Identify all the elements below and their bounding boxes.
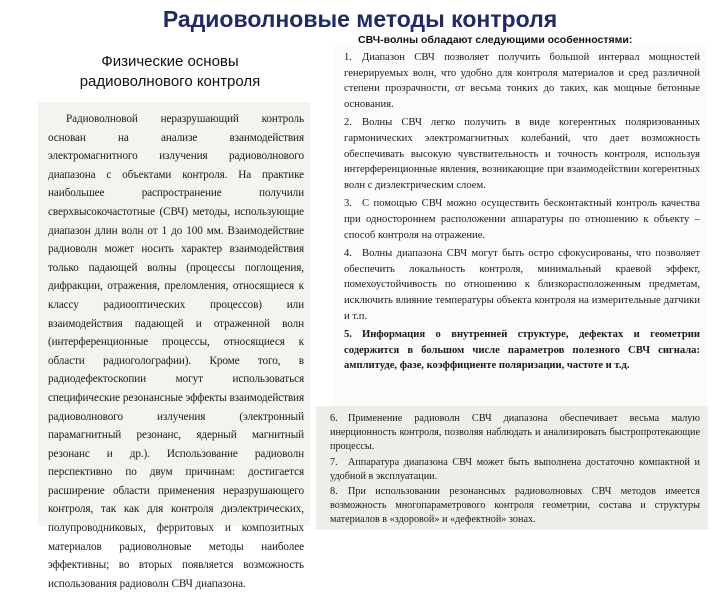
scanned-text-right-top [334, 46, 706, 414]
list-item [344, 246, 700, 324]
list-item [330, 456, 700, 484]
item-text: Информация о внутренней структуре, дефектах и геометрии содержится в большом числе параметров полезного СВЧ сигнала: амплитуде, фазе, коэффициенте поляризации, частоте и т.д. [344, 329, 700, 372]
list-item [330, 485, 700, 528]
item-number: 3. [344, 198, 352, 210]
right-subtitle: СВЧ-волны обладают следующими особенностями: [358, 34, 633, 46]
item-text: Применение радиоволн СВЧ диапазона обеспечивает весьма малую инерционность контроля, позволяя наблюдать и анализировать быстропротекающие процессы. [330, 413, 700, 453]
list-item [344, 115, 700, 193]
item-text: Волны диапазона СВЧ могут быть остро сфокусированы, что позволяет обеспечить локальность контроля, минимальный краевой эффект, помехоустойчивость по отношению к близкорасположенным предметам, исключить влияние температуры объекта контроля на измерительные датчики и т.п. [344, 248, 700, 322]
left-subtitle-line-1: Физические основы [101, 53, 239, 70]
item-number: 8. [330, 486, 338, 498]
item-number: 4. [344, 248, 352, 260]
item-text: Аппаратура диапазона СВЧ может быть выполнена достаточно компактной и удобной в эксплуатации. [330, 456, 700, 482]
item-number: 7. [330, 456, 338, 468]
page-title: Радиоволновые методы контроля [162, 6, 558, 32]
left-subtitle [40, 52, 300, 92]
item-number: 2. [344, 117, 352, 129]
item-text: Волны СВЧ легко получить в виде когерентных поляризованных гармонических электромагнитных колебаний, что дает возможность обеспечивать высокую чувствительность и точность контроля, используя интерференционные явления, возникающие при взаимодействии когерентных волн с диэлектрическим слоем. [344, 117, 700, 191]
list-item [344, 196, 700, 243]
scan-paragraph: Радиоволновой неразрушающий контроль основан на анализе взаимодействия электромагнитного излучения радиоволнового диапазона с объектами контроля. На практике наибольшее распространение получили сверхвысокочастотные (СВЧ) методы, использующие диапазон длин волн от 1 до 100 мм. Взаимодействие радиоволн может носить характер взаимодействия только падающей волны (процессы поглощения, дифракции, отражения, преломления, относящиеся к классу радиооптических процессов) или взаимодействия падающей и отраженной волн (интерференционные процессы, относящиеся к области радиоголографии). Кроме того, в радиодефектоскопии могут использоваться специфические резонансные эффекты взаимодействия радиоволнового излучения (электронный парамагнитный резонанс, ядерный магнитный резонанс и др.). Использование радиоволн перспективно по двум причинам: достигается расширение области применения неразрушающего контроля, так как для контроля диэлектрических, полупроводниковых, ферритовых и композитных материалов радиоволновые методы наиболее эффективны; во вторых появляется возможность использования радиоволн СВЧ диапазона. [48, 113, 304, 590]
list-item [344, 327, 700, 374]
item-text: Диапазон СВЧ позволяет получить большой интервал мощностей генерируемых волн, что удобно для контроля материалов и сред различной степени прозрачности, от весьма тонких до таких, как мощные бетонные основания. [344, 52, 700, 110]
left-subtitle-line-2: радиоволнового контроля [79, 73, 261, 90]
item-number: 1. [344, 52, 352, 63]
scanned-text-left [38, 102, 310, 590]
scanned-text-right-bottom [316, 406, 708, 530]
item-number: 5. [344, 329, 352, 341]
list-item [344, 50, 700, 112]
item-text: При использовании резонансных радиоволновых СВЧ методов имеется возможность многопараметрового контроля геометрии, состава и структуры материалов в «здоровой» и «дефектной» зонах. [330, 486, 700, 526]
list-item [330, 412, 700, 455]
item-number: 6. [330, 413, 338, 424]
item-text: С помощью СВЧ можно осуществить бесконтактный контроль качества при одностороннем расположении аппаратуры по отношению к объекту – способ контроля на отражение. [344, 198, 700, 241]
